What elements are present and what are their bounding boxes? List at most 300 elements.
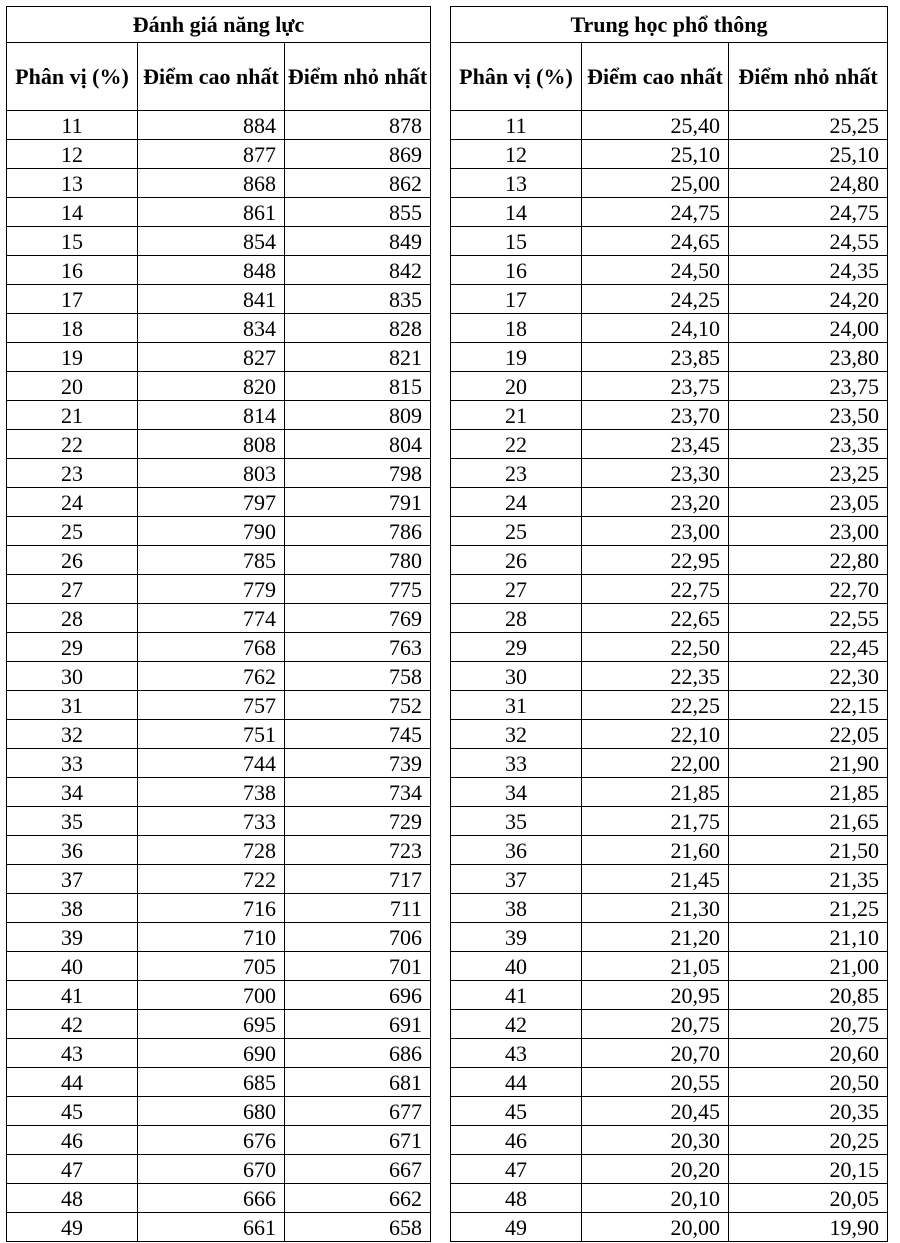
cell-phan-vi: 45 [451,1097,582,1126]
cell-diem-nho-nhat: 686 [285,1039,431,1068]
cell-phan-vi: 18 [7,314,138,343]
cell-diem-cao-nhat: 23,00 [582,517,729,546]
table-body [451,111,888,1242]
table-row [7,227,431,256]
table-row [7,343,431,372]
table-title: Trung học phổ thông [451,7,888,43]
cell-diem-cao-nhat: 22,50 [582,633,729,662]
cell-phan-vi: 16 [451,256,582,285]
table-row [451,952,888,981]
header-diem-nho-nhat: Điểm nhỏ nhất [285,43,431,111]
cell-phan-vi: 40 [7,952,138,981]
table-row [7,1213,431,1242]
table-body [7,111,431,1242]
table-row [451,720,888,749]
cell-diem-cao-nhat: 790 [138,517,285,546]
table-row [451,923,888,952]
cell-diem-nho-nhat: 21,50 [729,836,888,865]
cell-phan-vi: 43 [7,1039,138,1068]
cell-diem-cao-nhat: 25,00 [582,169,729,198]
cell-diem-nho-nhat: 842 [285,256,431,285]
cell-diem-nho-nhat: 691 [285,1010,431,1039]
cell-diem-nho-nhat: 22,80 [729,546,888,575]
cell-diem-nho-nhat: 658 [285,1213,431,1242]
cell-diem-nho-nhat: 701 [285,952,431,981]
cell-diem-cao-nhat: 738 [138,778,285,807]
cell-phan-vi: 38 [451,894,582,923]
cell-diem-cao-nhat: 827 [138,343,285,372]
cell-diem-nho-nhat: 717 [285,865,431,894]
cell-diem-nho-nhat: 24,75 [729,198,888,227]
cell-diem-nho-nhat: 25,25 [729,111,888,140]
cell-diem-nho-nhat: 775 [285,575,431,604]
cell-phan-vi: 15 [451,227,582,256]
table-row [7,720,431,749]
cell-diem-cao-nhat: 22,75 [582,575,729,604]
cell-diem-nho-nhat: 681 [285,1068,431,1097]
cell-diem-nho-nhat: 20,35 [729,1097,888,1126]
table-row [451,227,888,256]
cell-diem-cao-nhat: 785 [138,546,285,575]
table-row [7,256,431,285]
cell-diem-cao-nhat: 22,35 [582,662,729,691]
cell-diem-nho-nhat: 821 [285,343,431,372]
cell-diem-nho-nhat: 23,05 [729,488,888,517]
cell-diem-cao-nhat: 834 [138,314,285,343]
cell-phan-vi: 48 [7,1184,138,1213]
cell-phan-vi: 47 [7,1155,138,1184]
cell-diem-nho-nhat: 22,70 [729,575,888,604]
cell-diem-nho-nhat: 23,75 [729,372,888,401]
cell-phan-vi: 21 [451,401,582,430]
table-row [7,836,431,865]
cell-diem-cao-nhat: 705 [138,952,285,981]
cell-phan-vi: 30 [451,662,582,691]
table-row [451,604,888,633]
cell-phan-vi: 36 [7,836,138,865]
cell-diem-cao-nhat: 24,75 [582,198,729,227]
header-phan-vi: Phân vị (%) [7,43,138,111]
cell-phan-vi: 41 [7,981,138,1010]
cell-diem-cao-nhat: 20,45 [582,1097,729,1126]
cell-diem-cao-nhat: 762 [138,662,285,691]
cell-phan-vi: 35 [451,807,582,836]
cell-diem-cao-nhat: 814 [138,401,285,430]
cell-phan-vi: 14 [451,198,582,227]
cell-diem-nho-nhat: 22,05 [729,720,888,749]
cell-diem-nho-nhat: 862 [285,169,431,198]
header-phan-vi: Phân vị (%) [451,43,582,111]
cell-phan-vi: 23 [451,459,582,488]
table-row [7,604,431,633]
cell-phan-vi: 24 [7,488,138,517]
table-row [7,459,431,488]
cell-phan-vi: 16 [7,256,138,285]
cell-diem-nho-nhat: 828 [285,314,431,343]
cell-diem-cao-nhat: 768 [138,633,285,662]
cell-diem-cao-nhat: 695 [138,1010,285,1039]
cell-diem-nho-nhat: 671 [285,1126,431,1155]
cell-diem-nho-nhat: 739 [285,749,431,778]
cell-diem-nho-nhat: 791 [285,488,431,517]
cell-phan-vi: 31 [7,691,138,720]
table-row [7,1039,431,1068]
table-row [451,1068,888,1097]
cell-diem-cao-nhat: 22,10 [582,720,729,749]
cell-diem-cao-nhat: 854 [138,227,285,256]
cell-diem-cao-nhat: 20,30 [582,1126,729,1155]
cell-phan-vi: 18 [451,314,582,343]
table-row [451,1010,888,1039]
table-row [451,836,888,865]
cell-diem-cao-nhat: 24,65 [582,227,729,256]
table-row [451,1155,888,1184]
cell-phan-vi: 47 [451,1155,582,1184]
cell-phan-vi: 24 [451,488,582,517]
cell-diem-nho-nhat: 20,25 [729,1126,888,1155]
table-row [451,691,888,720]
table-row [7,1068,431,1097]
cell-diem-cao-nhat: 22,65 [582,604,729,633]
table-row [7,1126,431,1155]
cell-phan-vi: 37 [451,865,582,894]
table-row [451,372,888,401]
table-row [451,488,888,517]
cell-diem-nho-nhat: 20,50 [729,1068,888,1097]
cell-phan-vi: 46 [7,1126,138,1155]
cell-diem-cao-nhat: 861 [138,198,285,227]
cell-phan-vi: 19 [451,343,582,372]
cell-diem-cao-nhat: 779 [138,575,285,604]
cell-diem-cao-nhat: 23,45 [582,430,729,459]
cell-diem-nho-nhat: 809 [285,401,431,430]
cell-diem-nho-nhat: 23,80 [729,343,888,372]
cell-phan-vi: 33 [7,749,138,778]
cell-diem-cao-nhat: 710 [138,923,285,952]
table-row [7,1184,431,1213]
cell-diem-nho-nhat: 21,90 [729,749,888,778]
cell-phan-vi: 26 [7,546,138,575]
cell-diem-cao-nhat: 666 [138,1184,285,1213]
cell-phan-vi: 40 [451,952,582,981]
cell-diem-cao-nhat: 884 [138,111,285,140]
cell-diem-cao-nhat: 803 [138,459,285,488]
cell-diem-cao-nhat: 670 [138,1155,285,1184]
table-row [7,401,431,430]
table-danh-gia-nang-luc [6,6,431,1242]
cell-diem-nho-nhat: 21,35 [729,865,888,894]
cell-diem-cao-nhat: 23,20 [582,488,729,517]
cell-diem-cao-nhat: 680 [138,1097,285,1126]
table-row [7,1155,431,1184]
cell-phan-vi: 22 [7,430,138,459]
cell-diem-cao-nhat: 23,75 [582,372,729,401]
cell-diem-nho-nhat: 22,15 [729,691,888,720]
cell-phan-vi: 34 [451,778,582,807]
table-row [451,633,888,662]
cell-diem-cao-nhat: 868 [138,169,285,198]
cell-diem-cao-nhat: 20,75 [582,1010,729,1039]
cell-phan-vi: 28 [7,604,138,633]
cell-diem-nho-nhat: 786 [285,517,431,546]
cell-diem-nho-nhat: 21,65 [729,807,888,836]
table-row [451,169,888,198]
table-row [7,923,431,952]
cell-phan-vi: 15 [7,227,138,256]
cell-diem-cao-nhat: 20,10 [582,1184,729,1213]
cell-phan-vi: 13 [7,169,138,198]
table-row [7,488,431,517]
cell-diem-nho-nhat: 23,00 [729,517,888,546]
table-row [7,865,431,894]
cell-diem-cao-nhat: 21,45 [582,865,729,894]
table-trung-hoc-pho-thong [450,6,888,1242]
table-row [451,140,888,169]
cell-diem-nho-nhat: 22,30 [729,662,888,691]
table-row [451,981,888,1010]
cell-diem-nho-nhat: 19,90 [729,1213,888,1242]
cell-diem-nho-nhat: 763 [285,633,431,662]
table-row [451,430,888,459]
cell-diem-nho-nhat: 22,55 [729,604,888,633]
cell-phan-vi: 37 [7,865,138,894]
table-row [451,1097,888,1126]
cell-diem-nho-nhat: 21,25 [729,894,888,923]
table-row [7,140,431,169]
cell-diem-nho-nhat: 20,60 [729,1039,888,1068]
cell-phan-vi: 44 [7,1068,138,1097]
cell-diem-nho-nhat: 815 [285,372,431,401]
cell-diem-cao-nhat: 21,30 [582,894,729,923]
cell-diem-cao-nhat: 24,50 [582,256,729,285]
cell-diem-cao-nhat: 22,25 [582,691,729,720]
table-row [7,691,431,720]
cell-phan-vi: 28 [451,604,582,633]
cell-phan-vi: 39 [7,923,138,952]
cell-diem-cao-nhat: 877 [138,140,285,169]
cell-diem-nho-nhat: 804 [285,430,431,459]
cell-phan-vi: 32 [451,720,582,749]
cell-diem-cao-nhat: 808 [138,430,285,459]
table-row [451,575,888,604]
cell-diem-cao-nhat: 23,30 [582,459,729,488]
cell-phan-vi: 35 [7,807,138,836]
cell-phan-vi: 38 [7,894,138,923]
cell-phan-vi: 42 [7,1010,138,1039]
cell-diem-nho-nhat: 878 [285,111,431,140]
cell-diem-cao-nhat: 757 [138,691,285,720]
header-diem-cao-nhat: Điểm cao nhất [582,43,729,111]
cell-diem-nho-nhat: 20,15 [729,1155,888,1184]
cell-diem-cao-nhat: 20,70 [582,1039,729,1068]
cell-phan-vi: 33 [451,749,582,778]
cell-diem-nho-nhat: 855 [285,198,431,227]
cell-phan-vi: 17 [7,285,138,314]
cell-diem-cao-nhat: 21,85 [582,778,729,807]
cell-phan-vi: 27 [451,575,582,604]
table-row [451,778,888,807]
table-row [451,1126,888,1155]
table-row [7,575,431,604]
cell-diem-nho-nhat: 24,00 [729,314,888,343]
cell-diem-nho-nhat: 706 [285,923,431,952]
cell-diem-cao-nhat: 21,20 [582,923,729,952]
cell-diem-nho-nhat: 849 [285,227,431,256]
table-row [451,401,888,430]
cell-diem-cao-nhat: 20,00 [582,1213,729,1242]
cell-diem-nho-nhat: 24,55 [729,227,888,256]
cell-phan-vi: 49 [451,1213,582,1242]
table-row [7,111,431,140]
table-row [7,894,431,923]
cell-diem-nho-nhat: 745 [285,720,431,749]
table-row [7,807,431,836]
cell-diem-cao-nhat: 733 [138,807,285,836]
cell-diem-nho-nhat: 23,25 [729,459,888,488]
table-row [451,662,888,691]
table-row [451,1213,888,1242]
cell-diem-cao-nhat: 24,25 [582,285,729,314]
table-row [7,952,431,981]
cell-diem-cao-nhat: 21,60 [582,836,729,865]
cell-diem-cao-nhat: 25,40 [582,111,729,140]
table-row [7,633,431,662]
cell-diem-cao-nhat: 841 [138,285,285,314]
cell-diem-cao-nhat: 744 [138,749,285,778]
cell-phan-vi: 31 [451,691,582,720]
cell-diem-cao-nhat: 24,10 [582,314,729,343]
cell-phan-vi: 39 [451,923,582,952]
cell-phan-vi: 21 [7,401,138,430]
cell-phan-vi: 12 [7,140,138,169]
table-row [7,372,431,401]
cell-phan-vi: 30 [7,662,138,691]
table-row [451,865,888,894]
table-row [7,981,431,1010]
cell-diem-nho-nhat: 835 [285,285,431,314]
cell-diem-nho-nhat: 24,80 [729,169,888,198]
cell-diem-cao-nhat: 722 [138,865,285,894]
cell-phan-vi: 44 [451,1068,582,1097]
cell-phan-vi: 34 [7,778,138,807]
table-row [7,198,431,227]
cell-diem-cao-nhat: 22,95 [582,546,729,575]
cell-phan-vi: 20 [451,372,582,401]
cell-diem-nho-nhat: 780 [285,546,431,575]
cell-diem-cao-nhat: 716 [138,894,285,923]
table-row [7,778,431,807]
cell-diem-cao-nhat: 25,10 [582,140,729,169]
cell-phan-vi: 32 [7,720,138,749]
cell-phan-vi: 22 [451,430,582,459]
table-row [7,169,431,198]
table-row [451,314,888,343]
cell-diem-nho-nhat: 20,75 [729,1010,888,1039]
cell-diem-nho-nhat: 729 [285,807,431,836]
cell-diem-nho-nhat: 758 [285,662,431,691]
cell-phan-vi: 46 [451,1126,582,1155]
cell-phan-vi: 45 [7,1097,138,1126]
cell-phan-vi: 17 [451,285,582,314]
cell-diem-cao-nhat: 22,00 [582,749,729,778]
cell-diem-cao-nhat: 20,55 [582,1068,729,1097]
cell-phan-vi: 20 [7,372,138,401]
table-row [7,285,431,314]
table-row [451,459,888,488]
table-row [451,546,888,575]
table-row [7,314,431,343]
table-row [451,517,888,546]
cell-phan-vi: 48 [451,1184,582,1213]
cell-diem-nho-nhat: 667 [285,1155,431,1184]
cell-diem-nho-nhat: 734 [285,778,431,807]
cell-phan-vi: 26 [451,546,582,575]
cell-diem-cao-nhat: 728 [138,836,285,865]
cell-diem-nho-nhat: 723 [285,836,431,865]
table-row [451,111,888,140]
cell-phan-vi: 13 [451,169,582,198]
header-diem-cao-nhat: Điểm cao nhất [138,43,285,111]
cell-diem-cao-nhat: 690 [138,1039,285,1068]
cell-phan-vi: 41 [451,981,582,1010]
cell-phan-vi: 25 [7,517,138,546]
cell-phan-vi: 25 [451,517,582,546]
table-row [7,749,431,778]
table-row [451,1039,888,1068]
cell-phan-vi: 11 [451,111,582,140]
cell-diem-nho-nhat: 677 [285,1097,431,1126]
cell-diem-nho-nhat: 662 [285,1184,431,1213]
table-row [451,285,888,314]
cell-phan-vi: 36 [451,836,582,865]
table-row [7,662,431,691]
cell-diem-cao-nhat: 797 [138,488,285,517]
cell-phan-vi: 19 [7,343,138,372]
cell-phan-vi: 11 [7,111,138,140]
cell-diem-nho-nhat: 23,35 [729,430,888,459]
cell-diem-cao-nhat: 21,05 [582,952,729,981]
cell-diem-nho-nhat: 798 [285,459,431,488]
cell-diem-cao-nhat: 685 [138,1068,285,1097]
cell-diem-cao-nhat: 21,75 [582,807,729,836]
cell-diem-nho-nhat: 21,10 [729,923,888,952]
cell-diem-nho-nhat: 24,35 [729,256,888,285]
table-row [451,1184,888,1213]
cell-diem-nho-nhat: 25,10 [729,140,888,169]
header-diem-nho-nhat: Điểm nhỏ nhất [729,43,888,111]
cell-diem-nho-nhat: 24,20 [729,285,888,314]
cell-diem-nho-nhat: 21,85 [729,778,888,807]
table-row [7,1010,431,1039]
cell-diem-nho-nhat: 22,45 [729,633,888,662]
cell-diem-nho-nhat: 696 [285,981,431,1010]
table-row [7,430,431,459]
cell-diem-cao-nhat: 661 [138,1213,285,1242]
table-row [7,1097,431,1126]
cell-diem-cao-nhat: 774 [138,604,285,633]
table-row [451,894,888,923]
cell-diem-cao-nhat: 20,95 [582,981,729,1010]
cell-phan-vi: 43 [451,1039,582,1068]
table-row [451,343,888,372]
cell-phan-vi: 49 [7,1213,138,1242]
cell-phan-vi: 29 [451,633,582,662]
cell-diem-cao-nhat: 20,20 [582,1155,729,1184]
cell-diem-nho-nhat: 23,50 [729,401,888,430]
cell-phan-vi: 29 [7,633,138,662]
table-row [451,256,888,285]
cell-diem-nho-nhat: 21,00 [729,952,888,981]
